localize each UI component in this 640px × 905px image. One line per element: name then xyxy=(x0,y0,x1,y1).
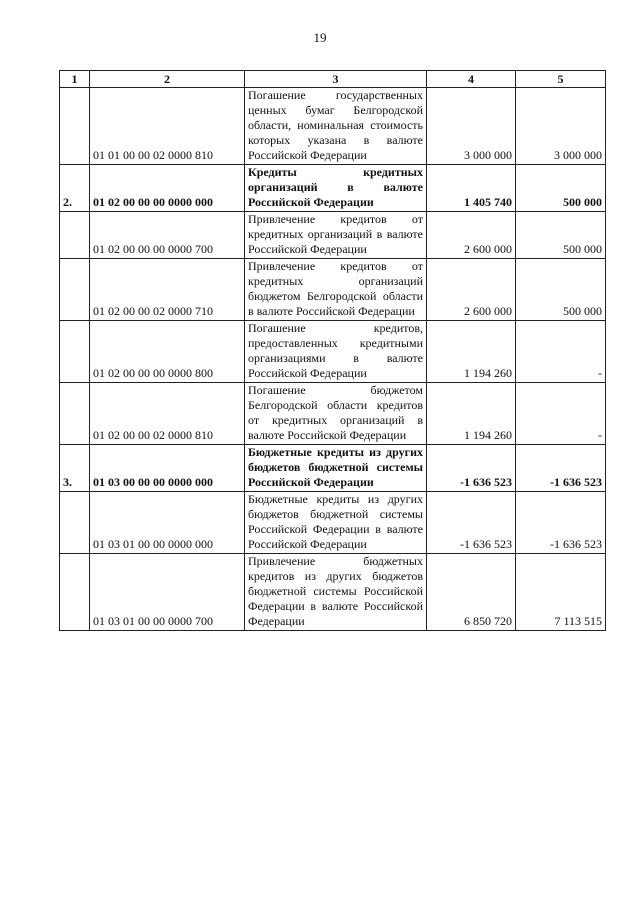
row-number-cell xyxy=(60,492,90,554)
budget-code-cell: 01 02 00 00 00 0000 000 xyxy=(90,165,245,212)
source-name-cell: Погашение кредитов, предоставленных кредитными организациями в валюте Российской Федерации xyxy=(245,321,427,383)
budget-code-cell: 01 02 00 00 02 0000 710 xyxy=(90,259,245,321)
page-number: 19 xyxy=(313,30,327,45)
table-row xyxy=(60,492,606,554)
amount-col5-cell: 3 000 000 xyxy=(516,88,606,165)
row-number-cell xyxy=(60,88,90,165)
budget-code-cell: 01 02 00 00 00 0000 800 xyxy=(90,321,245,383)
row-number-cell: 2. xyxy=(60,165,90,212)
budget-code-cell: 01 03 01 00 00 0000 000 xyxy=(90,492,245,554)
amount-col5-cell: -1 636 523 xyxy=(516,445,606,492)
table-row xyxy=(60,212,606,259)
column-header-4: 4 xyxy=(427,71,516,88)
table-row xyxy=(60,321,606,383)
table-row xyxy=(60,445,606,492)
budget-code-cell: 01 03 01 00 00 0000 700 xyxy=(90,554,245,631)
amount-col5-cell: - xyxy=(516,321,606,383)
amount-col4-cell: 6 850 720 xyxy=(427,554,516,631)
row-number-cell xyxy=(60,383,90,445)
column-header-1: 1 xyxy=(60,71,90,88)
amount-col4-cell: 2 600 000 xyxy=(427,212,516,259)
amount-col5-cell: - xyxy=(516,383,606,445)
source-name-cell: Привлечение бюджетных кредитов из других бюджетов бюджетной системы Российской Федерации в валюте Российской Федерации xyxy=(245,554,427,631)
table-row xyxy=(60,383,606,445)
source-name-cell: Бюджетные кредиты из других бюджетов бюджетной системы Российской Федерации в валюте Российской Федерации xyxy=(245,492,427,554)
budget-sources-table xyxy=(59,70,606,631)
source-name-cell: Привлечение кредитов от кредитных организаций в валюте Российской Федерации xyxy=(245,212,427,259)
column-header-3: 3 xyxy=(245,71,427,88)
source-name-cell: Кредиты кредитных организаций в валюте Российской Федерации xyxy=(245,165,427,212)
table-header-row xyxy=(60,71,606,88)
amount-col5-cell: 500 000 xyxy=(516,165,606,212)
amount-col4-cell: 1 194 260 xyxy=(427,383,516,445)
amount-col5-cell: 500 000 xyxy=(516,259,606,321)
source-name-cell: Привлечение кредитов от кредитных организаций бюджетом Белгородской области в валюте Российской Федерации xyxy=(245,259,427,321)
budget-code-cell: 01 03 00 00 00 0000 000 xyxy=(90,445,245,492)
budget-code-cell: 01 02 00 00 02 0000 810 xyxy=(90,383,245,445)
table-row xyxy=(60,88,606,165)
budget-code-cell: 01 02 00 00 00 0000 700 xyxy=(90,212,245,259)
column-header-5: 5 xyxy=(516,71,606,88)
amount-col4-cell: 2 600 000 xyxy=(427,259,516,321)
table-row xyxy=(60,259,606,321)
table-row xyxy=(60,554,606,631)
amount-col5-cell: 7 113 515 xyxy=(516,554,606,631)
row-number-cell: 3. xyxy=(60,445,90,492)
amount-col4-cell: 3 000 000 xyxy=(427,88,516,165)
amount-col4-cell: 1 405 740 xyxy=(427,165,516,212)
source-name-cell: Погашение бюджетом Белгородской области кредитов от кредитных организаций в валюте Российской Федерации xyxy=(245,383,427,445)
row-number-cell xyxy=(60,212,90,259)
amount-col5-cell: 500 000 xyxy=(516,212,606,259)
row-number-cell xyxy=(60,554,90,631)
source-name-cell: Погашение государственных ценных бумаг Белгородской области, номинальная стоимость которых указана в валюте Российской Федерации xyxy=(245,88,427,165)
amount-col5-cell: -1 636 523 xyxy=(516,492,606,554)
amount-col4-cell: -1 636 523 xyxy=(427,445,516,492)
row-number-cell xyxy=(60,259,90,321)
row-number-cell xyxy=(60,321,90,383)
amount-col4-cell: -1 636 523 xyxy=(427,492,516,554)
budget-code-cell: 01 01 00 00 02 0000 810 xyxy=(90,88,245,165)
column-header-2: 2 xyxy=(90,71,245,88)
amount-col4-cell: 1 194 260 xyxy=(427,321,516,383)
table-row xyxy=(60,165,606,212)
source-name-cell: Бюджетные кредиты из других бюджетов бюджетной системы Российской Федерации xyxy=(245,445,427,492)
